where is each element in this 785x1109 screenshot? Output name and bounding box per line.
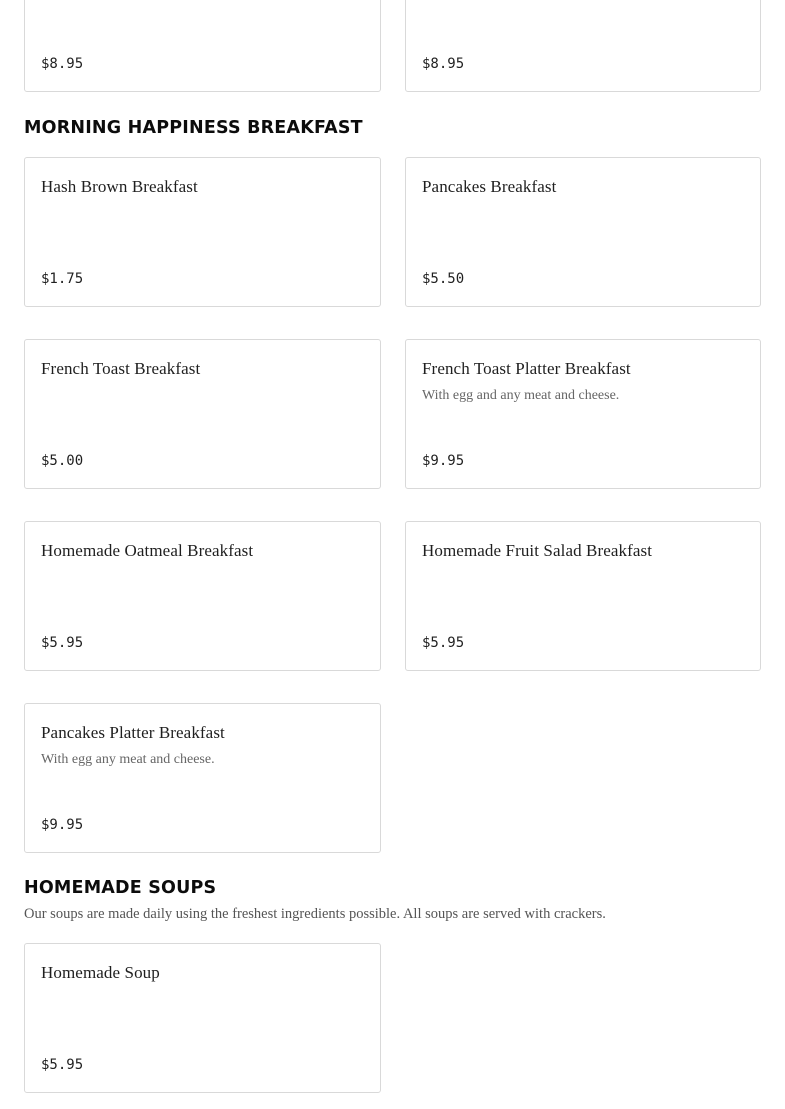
menu-item-price: $5.95 [41,1057,84,1073]
menu-item-card[interactable] [405,0,761,92]
menu-item-name: Hash Brown Breakfast [41,177,198,196]
menu-item-description: With egg any meat and cheese. [41,752,215,767]
menu-item-name: Homemade Soup [41,963,160,982]
section-title-soups: HOMEMADE SOUPS [24,878,217,898]
menu-item-name: Homemade Fruit Salad Breakfast [422,541,653,560]
menu-item-price: $9.95 [422,453,465,469]
menu-item-card[interactable] [24,157,381,307]
menu-item-card[interactable] [405,521,761,671]
menu-item-name: Homemade Oatmeal Breakfast [41,541,254,560]
menu-item-price: $5.95 [422,635,465,651]
menu-item-card[interactable] [24,703,381,853]
menu-item-card[interactable] [24,943,381,1093]
menu-item-price: $5.50 [422,271,465,287]
menu-item-card[interactable] [405,157,761,307]
menu-item-card[interactable] [24,0,381,92]
menu-item-price: $1.75 [41,271,84,287]
menu-item-name: French Toast Breakfast [41,359,201,378]
menu-item-card[interactable] [24,521,381,671]
menu-item-name: Pancakes Platter Breakfast [41,723,225,742]
menu-item-price: $9.95 [41,817,84,833]
menu-item-name: Pancakes Breakfast [422,177,557,196]
menu-item-card[interactable] [24,339,381,489]
section-description-soups: Our soups are made daily using the freshest ingredients possible. All soups are served with crackers. [24,906,606,922]
menu-item-price: $8.95 [422,56,465,72]
menu-item-card[interactable] [405,339,761,489]
menu-item-description: With egg and any meat and cheese. [422,388,620,403]
menu-item-price: $8.95 [41,56,84,72]
section-title-breakfast: MORNING HAPPINESS BREAKFAST [24,118,363,138]
menu-item-price: $5.00 [41,453,84,469]
menu-item-name: French Toast Platter Breakfast [422,359,631,378]
menu-item-price: $5.95 [41,635,84,651]
